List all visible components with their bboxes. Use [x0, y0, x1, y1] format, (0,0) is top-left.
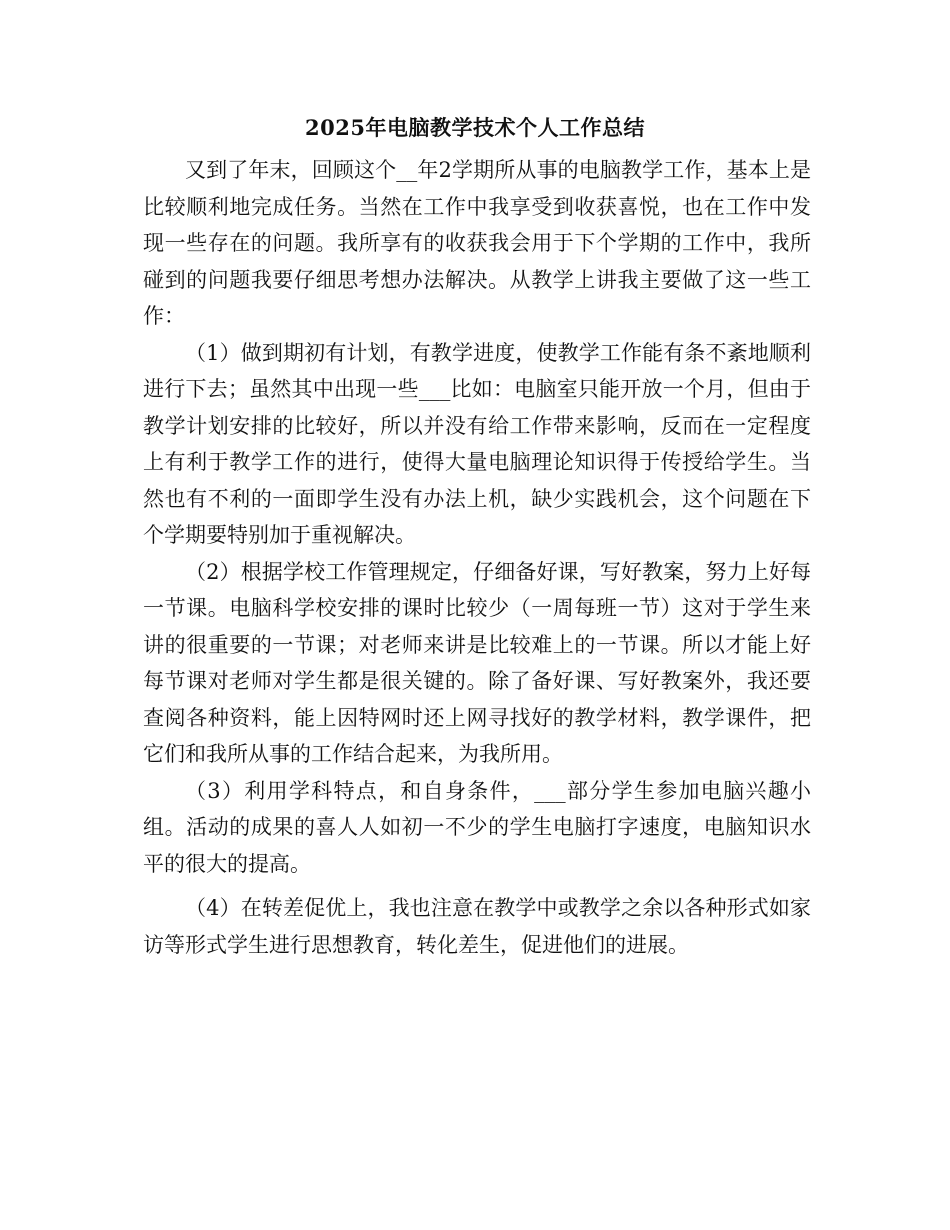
paragraph-intro: 又到了年末，回顾这个__年2学期所从事的电脑教学工作，基本上是比较顺利地完成任务。当然在工作中我享受到收获喜悦，也在工作中发现一些存在的问题。我所享有的收获我会用于下个学期的工作中，我所碰到的问题我要仔细思考想办法解决。从教学上讲我主要做了这一些工作：: [143, 158, 811, 328]
paragraph-item-1: （1）做到期初有计划，有教学进度，使教学工作能有条不紊地顺利进行下去；虽然其中出现一些___比如：电脑室只能开放一个月，但由于教学计划安排的比较好，所以并没有给工作带来影响，反而在一定程度上有利于教学工作的进行，使得大量电脑理论知识得于传授给学生。当然也有不利的一面即学生没有办法上机，缺少实践机会，这个问题在下个学期要特别加于重视解决。: [143, 340, 811, 547]
document-title: 2025年电脑教学技术个人工作总结: [305, 115, 645, 140]
paragraph-item-2: （2）根据学校工作管理规定，仔细备好课，写好教案，努力上好每一节课。电脑科学校安排的课时比较少（一周每班一节）这对于学生来讲的很重要的一节课；对老师来讲是比较难上的一节课。所以才能上好每节课对老师对学生都是很关键的。除了备好课、写好教案外，我还要查阅各种资料，能上因特网时还上网寻找好的教学材料，教学课件，把它们和我所从事的工作结合起来，为我所用。: [143, 559, 811, 766]
document-body: [143, 152, 811, 963]
paragraph-item-4: （4）在转差促优上，我也注意在教学中或教学之余以各种形式如家访等形式学生进行思想教育，转化差生，促进他们的进展。: [143, 896, 811, 957]
paragraph-item-3: （3）利用学科特点，和自身条件，___部分学生参加电脑兴趣小组。活动的成果的喜人人如初一不少的学生电脑打字速度，电脑知识水平的很大的提高。: [143, 778, 811, 876]
